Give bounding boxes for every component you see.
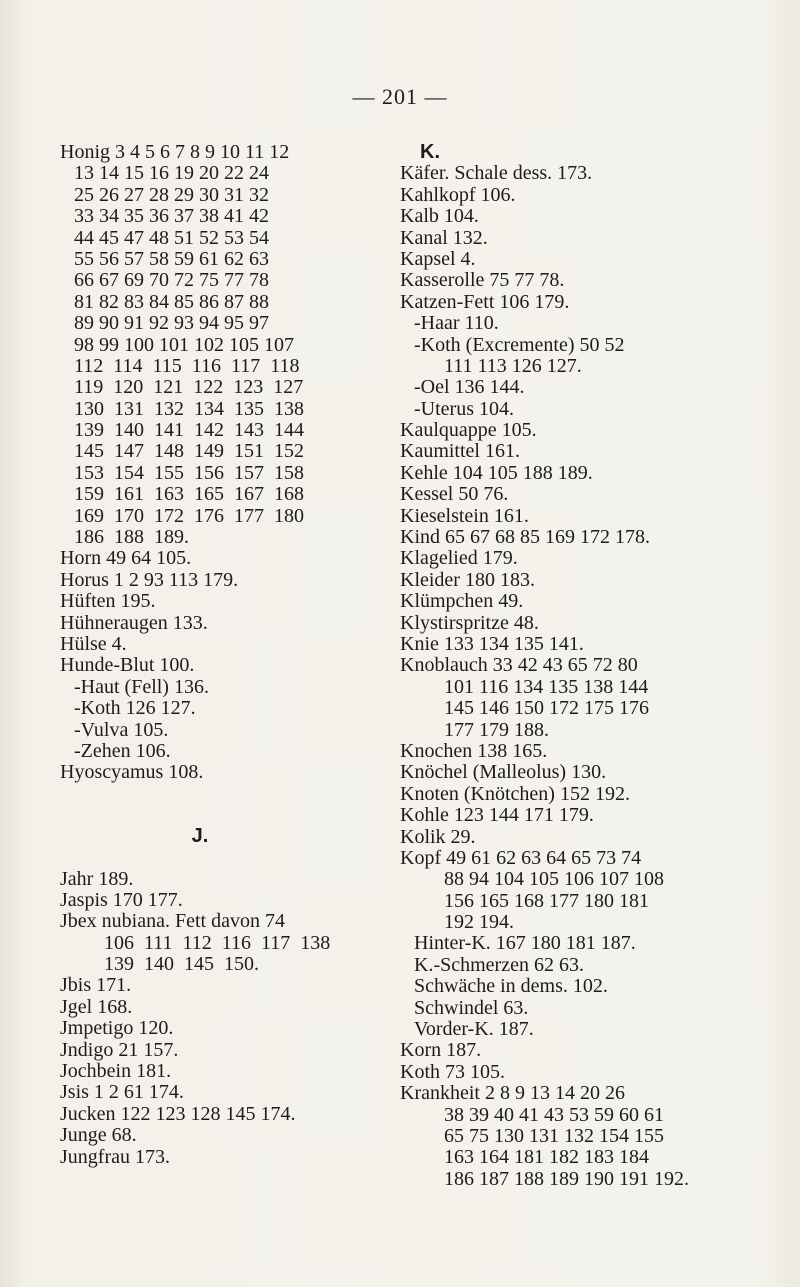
index-line: Hüften 195.	[60, 590, 156, 613]
index-line: Junge 68.	[60, 1124, 137, 1147]
index-line: Knoten (Knötchen) 152 192.	[400, 782, 630, 805]
index-line: Kaulquappe 105.	[400, 419, 537, 442]
section-heading-k: K.	[420, 141, 440, 163]
index-line: Kessel 50 76.	[400, 483, 509, 506]
index-line: 163 164 181 182 183 184	[444, 1146, 649, 1169]
left-column	[60, 142, 380, 1168]
index-line: -Haut (Fell) 136.	[74, 675, 209, 698]
index-line: Jbex nubiana. Fett davon 74	[60, 910, 285, 933]
index-line: Kolik 29.	[400, 825, 476, 848]
index-line: 25 26 27 28 29 30 31 32	[74, 183, 269, 206]
index-line: 145 146 150 172 175 176	[444, 697, 649, 720]
index-line: Horn 49 64 105.	[60, 547, 192, 570]
index-line: Katzen-Fett 106 179.	[400, 290, 570, 313]
index-line: 13 14 15 16 19 20 22 24	[74, 162, 269, 185]
index-line: 139 140 145 150.	[104, 953, 259, 976]
hyoscyamus-entry: Hyoscyamus 108.	[60, 761, 204, 784]
index-line: 130 131 132 134 135 138	[74, 397, 304, 420]
jbex-subentries	[60, 933, 380, 976]
index-line: Kahlkopf 106.	[400, 183, 516, 206]
index-line: 106 111 112 116 117 138	[104, 931, 331, 954]
index-line: 101 116 134 135 138 144	[444, 675, 649, 698]
index-line: 98 99 100 101 102 105 107	[74, 333, 294, 356]
spacer	[60, 784, 380, 826]
index-line: 81 82 83 84 85 86 87 88	[74, 290, 269, 313]
index-line: Knochen 138 165.	[400, 739, 548, 762]
honig-entry	[60, 142, 380, 548]
index-line: 145 147 148 149 151 152	[74, 440, 304, 463]
index-line: 156 165 168 177 180 181	[444, 889, 649, 912]
index-line: Kapsel 4.	[400, 247, 476, 270]
index-line: 55 56 57 58 59 61 62 63	[74, 247, 269, 270]
index-line: -Koth (Excremente) 50 52	[414, 333, 625, 356]
index-line: 186 188 189.	[74, 526, 189, 549]
index-line: Hühneraugen 133.	[60, 611, 208, 634]
index-line: Koth 73 105.	[400, 1060, 505, 1083]
index-line: 111 113 126 127.	[444, 354, 582, 377]
hunde-subentries	[60, 677, 380, 763]
index-line: Jbis 171.	[60, 974, 132, 997]
section-heading-j: J.	[191, 824, 209, 847]
index-line: 119 120 121 122 123 127	[74, 376, 304, 399]
k-entries	[400, 163, 760, 1190]
page-number: — 201 —	[352, 84, 448, 109]
index-line: 139 140 141 142 143 144	[74, 419, 304, 442]
index-line: Kleider 180 183.	[400, 568, 535, 591]
index-line: Krankheit 2 8 9 13 14 20 26	[400, 1082, 625, 1105]
index-line: Kaumittel 161.	[400, 440, 520, 463]
index-line: 33 34 35 36 37 38 41 42	[74, 205, 269, 228]
index-line: 88 94 104 105 106 107 108	[444, 868, 664, 891]
index-line: Knöchel (Malleolus) 130.	[400, 761, 607, 784]
index-line: -Uterus 104.	[414, 397, 514, 420]
j-entries-first	[60, 869, 380, 933]
index-line: Jaspis 170 177.	[60, 888, 183, 911]
index-line: Knie 133 134 135 141.	[400, 632, 584, 655]
index-line: Kind 65 67 68 85 169 172 178.	[400, 526, 650, 549]
index-line: 153 154 155 156 157 158	[74, 461, 304, 484]
index-line: Schwindel 63.	[414, 996, 529, 1019]
spacer	[60, 847, 380, 868]
index-line: Klagelied 179.	[400, 547, 518, 570]
index-line: Schwäche in dems. 102.	[414, 975, 608, 998]
index-line: Käfer. Schale dess. 173.	[400, 162, 593, 185]
index-line: 192 194.	[444, 911, 514, 934]
index-line: 44 45 47 48 51 52 53 54	[74, 226, 269, 249]
index-line: Hülse 4.	[60, 632, 127, 655]
index-line: Kieselstein 161.	[400, 504, 529, 527]
index-line: 177 179 188.	[444, 718, 549, 741]
index-line: 89 90 91 92 93 94 95 97	[74, 312, 269, 335]
right-column	[400, 142, 760, 1190]
index-line: -Vulva 105.	[74, 718, 169, 741]
index-line: Kasserolle 75 77 78.	[400, 269, 565, 292]
index-line: Vorder-K. 187.	[414, 1018, 534, 1041]
index-line: Jungfrau 173.	[60, 1145, 170, 1168]
index-line: 112 114 115 116 117 118	[74, 354, 300, 377]
index-line: -Oel 136 144.	[414, 376, 525, 399]
index-line: Korn 187.	[400, 1039, 482, 1062]
index-line: Kehle 104 105 188 189.	[400, 461, 593, 484]
index-line: Horus 1 2 93 113 179.	[60, 568, 239, 591]
index-line: Klystirspritze 48.	[400, 611, 539, 634]
index-line: 159 161 163 165 167 168	[74, 483, 304, 506]
index-line: 38 39 40 41 43 53 59 60 61	[444, 1103, 664, 1126]
index-line: K.-Schmerzen 62 63.	[414, 953, 584, 976]
index-line: Jochbein 181.	[60, 1060, 172, 1083]
index-line: Klümpchen 49.	[400, 590, 524, 613]
index-line: -Zehen 106.	[74, 739, 171, 762]
index-line: 169 170 172 176 177 180	[74, 504, 304, 527]
index-line: Jucken 122 123 128 145 174.	[60, 1102, 296, 1125]
index-line: Knoblauch 33 42 43 65 72 80	[400, 654, 638, 677]
index-line: 66 67 69 70 72 75 77 78	[74, 269, 269, 292]
index-line: Jahr 189.	[60, 867, 134, 890]
index-line: Honig 3 4 5 6 7 8 9 10 11 12	[60, 141, 290, 163]
index-line: Jgel 168.	[60, 995, 133, 1018]
index-line: Jmpetigo 120.	[60, 1017, 174, 1040]
index-line: 186 187 188 189 190 191 192.	[444, 1167, 689, 1190]
index-line: -Koth 126 127.	[74, 697, 196, 720]
h-entries	[60, 548, 380, 676]
index-line: Kanal 132.	[400, 226, 488, 249]
index-line: 65 75 130 131 132 154 155	[444, 1124, 664, 1147]
index-line: -Haar 110.	[414, 312, 499, 335]
index-line: Jndigo 21 157.	[60, 1038, 179, 1061]
index-line: Hinter-K. 167 180 181 187.	[414, 932, 636, 955]
j-entries-second	[60, 975, 380, 1168]
index-line: Kohle 123 144 171 179.	[400, 804, 594, 827]
index-line: Jsis 1 2 61 174.	[60, 1081, 184, 1104]
index-line: Hunde-Blut 100.	[60, 654, 195, 677]
index-line: Kopf 49 61 62 63 64 65 73 74	[400, 846, 642, 869]
index-line: Kalb 104.	[400, 205, 479, 228]
